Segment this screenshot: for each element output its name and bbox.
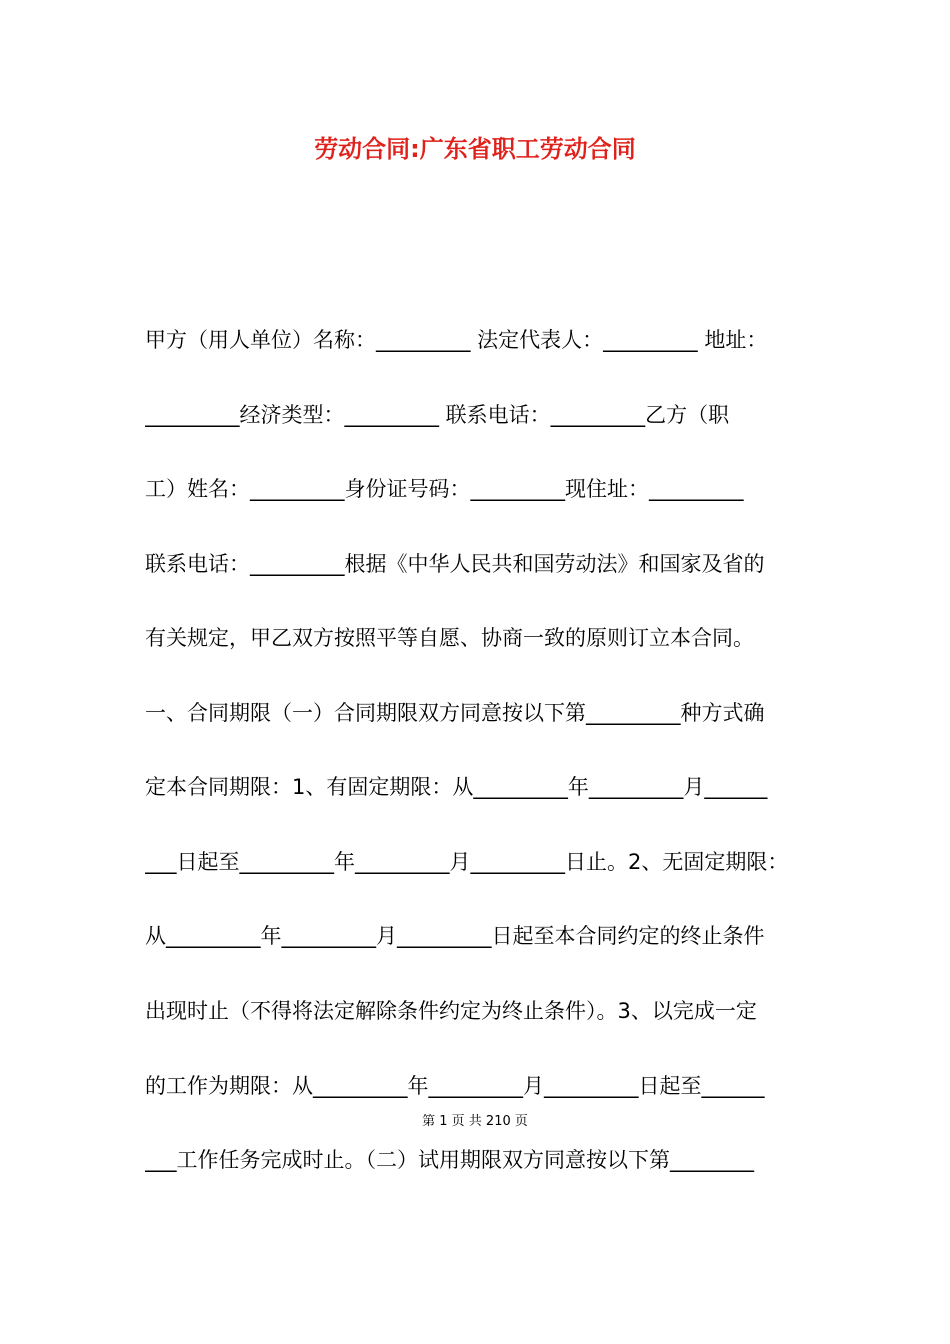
body-line-3: 工）姓名：_________身份证号码：_________现住址：_________	[145, 477, 744, 501]
document-title: 劳动合同:广东省职工劳动合同	[314, 135, 636, 163]
body-line-9: 从_________年_________月_________日起至本合同约定的终止条件	[145, 924, 765, 948]
body-line-1: 甲方（用人单位）名称：_________ 法定代表人：_________ 地址：	[145, 328, 768, 352]
body-line-12: ___工作任务完成时止。（二）试用期限双方同意按以下第________	[145, 1148, 754, 1172]
body-line-8: ___日起至_________年_________月_________日止。2、无固定期限：	[145, 850, 789, 874]
body-line-2: _________经济类型：_________ 联系电话：_________乙方（职	[145, 403, 730, 427]
body-line-5: 有关规定，甲乙双方按照平等自愿、协商一致的原则订立本合同。	[145, 626, 754, 650]
page-footer: 第 1 页 共 210 页	[422, 1114, 528, 1129]
body-line-6: 一、合同期限（一）合同期限双方同意按以下第_________种方式确	[145, 701, 765, 725]
body-line-4: 联系电话：_________根据《中华人民共和国劳动法》和国家及省的	[145, 552, 765, 576]
body-line-7: 定本合同期限：1、有固定期限：从_________年_________月______	[145, 775, 768, 799]
body-line-10: 出现时止（不得将法定解除条件约定为终止条件）。3、以完成一定	[145, 999, 757, 1023]
body-line-11: 的工作为期限：从_________年_________月_________日起至______	[145, 1074, 765, 1098]
